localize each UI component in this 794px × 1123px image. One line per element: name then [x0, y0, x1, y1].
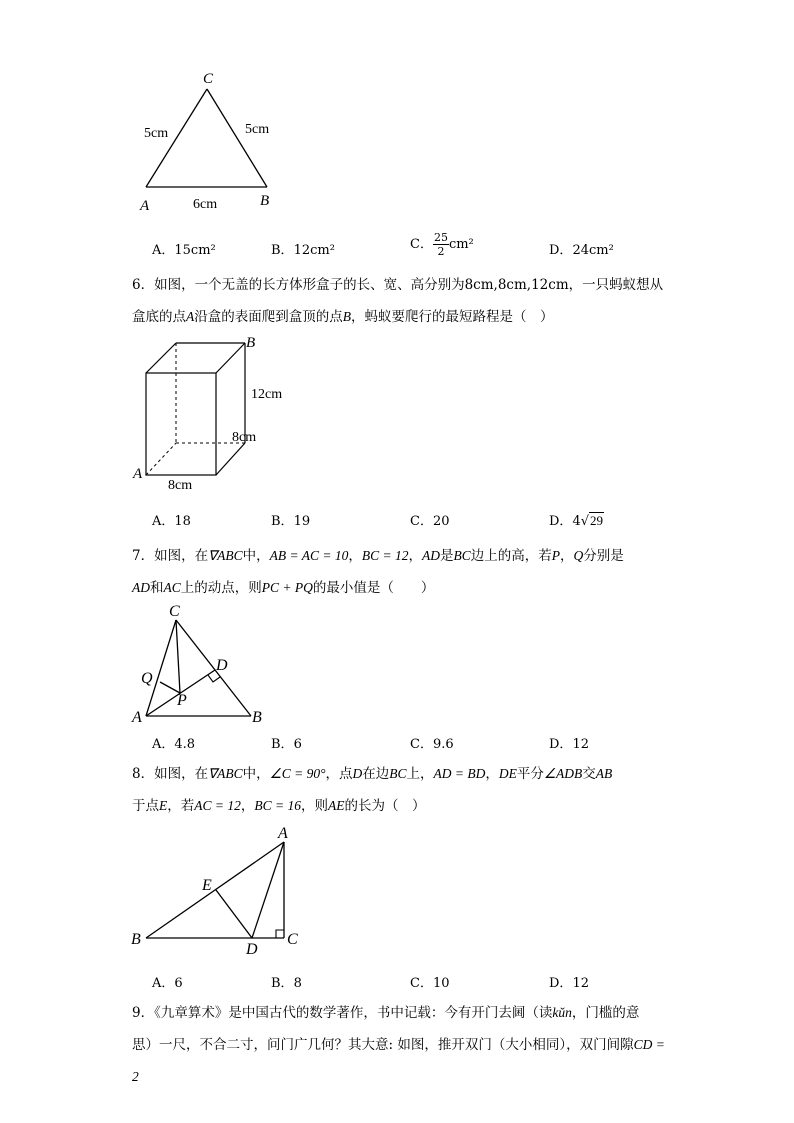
- q5-label-side-ac: 5cm: [144, 126, 169, 141]
- q7-text: [132, 540, 672, 604]
- q6-number: 6．: [132, 277, 155, 293]
- q5-side-cb: [207, 89, 270, 187]
- q8-line1e: 上，: [406, 766, 434, 782]
- q8-line1d: 在边: [362, 766, 390, 782]
- q6-point-a: A: [186, 309, 195, 324]
- q6-label-b: B: [246, 335, 256, 351]
- q5-label-a: A: [140, 198, 150, 214]
- q8-line1f: ，: [485, 766, 499, 782]
- q6-line2a: 盒底的点: [132, 309, 186, 325]
- q5-option-c[interactable]: [410, 231, 474, 258]
- q9-line1b: ，门槛的意: [571, 1005, 640, 1021]
- q7-number: 7．: [132, 548, 155, 564]
- q6-option-b-text: 19: [293, 514, 311, 529]
- q7-label-d: D: [216, 657, 228, 674]
- q6-label-height: 12cm: [251, 387, 283, 402]
- q8-line2c: ，: [240, 798, 255, 814]
- q7-triangle: ∇ABC: [208, 548, 243, 563]
- q8-label-a: A: [278, 825, 288, 842]
- q7-option-c[interactable]: [410, 733, 454, 752]
- q6-point-b: B: [342, 309, 351, 324]
- q5-option-d[interactable]: [549, 239, 614, 258]
- q5-option-b-text: 12cm²: [293, 243, 335, 258]
- q8-segment-ad: [252, 842, 284, 938]
- q8-seg-bc: BC: [389, 766, 407, 781]
- q7-triangle-figure: [130, 598, 280, 728]
- q8-line1a: 如图，在: [154, 766, 209, 782]
- q8-option-a[interactable]: [152, 972, 183, 991]
- q8-line2: [132, 790, 672, 822]
- q6-option-d[interactable]: [549, 510, 604, 529]
- q7-option-d-text: 12: [572, 737, 589, 752]
- q6-option-b[interactable]: [271, 510, 310, 529]
- q7-line2a: AD: [132, 580, 150, 595]
- q7-option-b-text: 6: [293, 737, 302, 752]
- q7-label-b: B: [252, 709, 262, 726]
- q7-line1d: 是: [439, 548, 454, 564]
- q8-option-c-letter: C．: [410, 976, 433, 991]
- q6-front-face: [146, 373, 216, 475]
- q7-line2b: 和: [150, 580, 164, 596]
- q8-point-e: E: [159, 798, 168, 813]
- q5-fraction-num: 25: [433, 231, 448, 244]
- q8-option-d-letter: D．: [549, 976, 573, 991]
- q6-label-length: 8cm: [168, 478, 193, 493]
- q5-label-side-bc: 5cm: [245, 122, 270, 137]
- q8-label-c: C: [287, 931, 298, 948]
- q9-line1: [132, 997, 672, 1029]
- q8-side-ab: [146, 842, 284, 938]
- q8-right-angle-mark: [276, 930, 284, 938]
- q8-eq: AD = BD: [433, 766, 486, 781]
- q8-option-c[interactable]: [410, 972, 450, 991]
- q7-side-ac: [146, 620, 176, 716]
- q5-label-b: B: [260, 193, 270, 209]
- q6-label-a: A: [133, 466, 143, 482]
- q8-line1g: 平分: [516, 766, 544, 782]
- q7-expression: PC + PQ: [261, 580, 313, 595]
- q8-segment-de: [216, 890, 252, 938]
- q6-bottom-right-edge: [216, 443, 245, 475]
- q6-option-d-coef: 4: [572, 514, 581, 529]
- q7-option-a-text: 4.8: [174, 737, 196, 752]
- q7-line2d: 上的动点，则: [180, 580, 262, 596]
- q7-line1a: 如图，在: [154, 548, 209, 564]
- q8-ae: AE: [328, 798, 345, 813]
- q7-option-b[interactable]: [271, 733, 302, 752]
- q6-option-a[interactable]: [152, 510, 191, 529]
- q7-line1: 7．如图，在∇ABC中，AB = AC = 10，BC = 12，AD是BC边上的高，若P，Q分别是: [132, 548, 624, 564]
- q8-line1h: 交: [582, 766, 596, 782]
- q8-line1b: 中，: [242, 766, 270, 782]
- q8-option-b-text: 8: [293, 976, 302, 991]
- q8-ac: AC = 12: [194, 798, 241, 813]
- q9-cd: CD = 2: [132, 1037, 665, 1084]
- q8-line2e: 的长为（ ）: [344, 798, 426, 814]
- q8-text: [132, 758, 672, 822]
- q7-label-q: Q: [141, 670, 153, 687]
- q9-line2: [132, 1029, 672, 1093]
- q8-option-d[interactable]: [549, 972, 589, 991]
- q8-line2d: ，则: [301, 798, 328, 814]
- q7-label-c: C: [169, 603, 180, 620]
- q8-seg-de: DE: [498, 766, 517, 781]
- q6-option-c-letter: C．: [410, 514, 433, 529]
- q8-line1c: ，点: [325, 766, 353, 782]
- q9-text: [132, 997, 672, 1093]
- q6-label-width: 8cm: [232, 430, 257, 445]
- q8-option-a-letter: A．: [152, 976, 175, 991]
- q8-line1: [132, 758, 672, 790]
- q6-option-a-letter: A．: [152, 514, 175, 529]
- q7-seg-bc: BC: [453, 548, 471, 563]
- q8-triangle-figure: [128, 822, 308, 957]
- q9-pinyin: kŭn: [552, 1005, 572, 1020]
- q8-option-d-text: 12: [572, 976, 589, 991]
- q7-option-d[interactable]: [549, 733, 589, 752]
- q5-option-c-unit: cm²: [448, 237, 474, 252]
- q7-point-q: Q: [573, 548, 584, 563]
- q8-triangle: ∇ABC: [208, 766, 243, 781]
- q6-hidden-bottom-left: [146, 443, 176, 475]
- q8-option-b-letter: B．: [271, 976, 294, 991]
- q7-line1b: 中，: [242, 548, 270, 564]
- q7-line1f: 分别是: [583, 548, 624, 564]
- q5-option-b-letter: B．: [271, 243, 294, 258]
- q5-option-a-letter: A．: [152, 243, 175, 258]
- q6-option-c-text: 20: [432, 514, 450, 529]
- q7-line1e: 边上的高，若: [470, 548, 552, 564]
- q6-line1-text: 如图，一个无盖的长方体形盒子的长、宽、高分别为8cm,8cm,12cm，一只蚂蚁想从: [154, 277, 664, 293]
- q8-option-a-text: 6: [174, 976, 183, 991]
- q8-label-d: D: [246, 941, 258, 957]
- q7-option-d-letter: D．: [549, 737, 573, 752]
- q5-option-c-fraction: [433, 231, 449, 258]
- q8-point-d: D: [352, 766, 363, 781]
- q8-bc: BC = 16: [254, 798, 301, 813]
- q7-side-cb: [176, 620, 251, 716]
- q7-segment-pc: [176, 620, 180, 693]
- q7-cond1: AB = AC = 10: [269, 548, 349, 563]
- q6-box-figure: [128, 333, 298, 498]
- q5-option-b[interactable]: [271, 239, 335, 258]
- q9-number: 9．: [132, 1005, 155, 1021]
- q8-option-b[interactable]: [271, 972, 302, 991]
- q6-line1: [132, 270, 672, 301]
- q9-line1-text: 《九章算术》是中国古代的数学著作，书中记载：今有开门去阃（读: [154, 1005, 553, 1021]
- q7-line2e: 的最小值是（ ）: [312, 580, 435, 596]
- q6-sqrt-icon: √: [580, 514, 590, 529]
- q8-option-c-text: 10: [432, 976, 450, 991]
- q7-option-b-letter: B．: [271, 737, 294, 752]
- q5-label-c: C: [203, 71, 214, 87]
- q8-line2a: 于点: [132, 798, 159, 814]
- q6-option-c[interactable]: [410, 510, 450, 529]
- q6-line2c: ，蚂蚁要爬行的最短路程是（ ）: [351, 309, 554, 325]
- q6-line2: [132, 301, 672, 333]
- q5-label-side-ab: 6cm: [193, 197, 218, 212]
- q5-option-d-letter: D．: [549, 243, 573, 258]
- q7-option-c-letter: C．: [410, 737, 433, 752]
- q7-option-c-text: 9.6: [432, 737, 454, 752]
- q8-label-b: B: [131, 931, 141, 948]
- q7-comma: ，: [560, 548, 574, 564]
- q8-line2b: ，若: [167, 798, 195, 814]
- q6-option-a-text: 18: [174, 514, 191, 529]
- q8-number: 8．: [132, 766, 155, 782]
- q8-angle-adb: ∠ADB: [543, 766, 583, 781]
- q6-option-d-radicand: 29: [590, 513, 604, 528]
- q6-option-b-letter: B．: [271, 514, 294, 529]
- q7-option-a-letter: A．: [152, 737, 175, 752]
- q6-line2b: 沿盒的表面爬到盒顶的点: [194, 309, 343, 325]
- q9-line2-text: 思）一尺，不合二寸，问门广几何？其大意: 如图，推开双门（大小相同），双门间隙: [132, 1037, 634, 1053]
- q7-seg-ad: AD: [421, 548, 440, 563]
- q5-option-a[interactable]: [152, 239, 216, 258]
- q5-option-d-text: 24cm²: [572, 243, 614, 258]
- q7-cond2: BC = 12: [361, 548, 409, 563]
- q6-option-d-letter: D．: [549, 514, 573, 529]
- q7-label-a: A: [132, 709, 142, 726]
- q6-top-right-edge: [216, 343, 245, 373]
- q8-label-e: E: [202, 877, 212, 894]
- q7-line2c: AC: [163, 580, 181, 595]
- q7-point-p: P: [551, 548, 560, 563]
- q7-option-a[interactable]: [152, 733, 195, 752]
- q5-fraction-den: 2: [437, 245, 445, 258]
- q7-line1c: ，: [408, 548, 422, 564]
- q8-angle: ∠C = 90°: [269, 766, 326, 781]
- q7-right-angle-mark: [208, 675, 220, 682]
- q8-seg-ab: AB: [595, 766, 613, 781]
- q5-option-c-letter: C．: [410, 237, 433, 252]
- q5-triangle-figure: [130, 65, 290, 215]
- q7-label-p: P: [177, 692, 187, 709]
- q5-option-a-text: 15cm²: [174, 243, 216, 258]
- q6-top-left-edge: [146, 343, 176, 373]
- q6-text: [132, 270, 672, 333]
